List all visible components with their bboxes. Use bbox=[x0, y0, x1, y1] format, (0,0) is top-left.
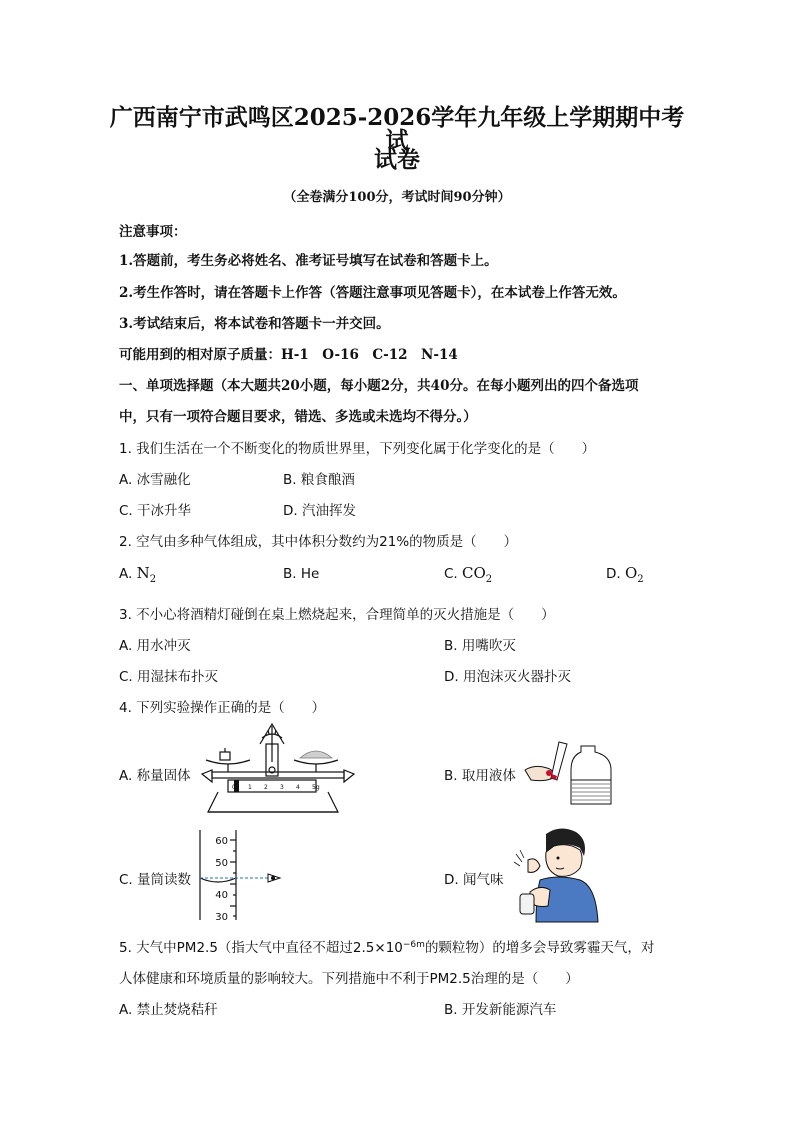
scale-mark-1: 1 bbox=[248, 784, 252, 791]
question-1-option-d[interactable]: D. 汽油挥发 bbox=[283, 503, 356, 519]
option-letter: D. bbox=[606, 566, 621, 582]
graduated-cylinder-figure bbox=[196, 830, 286, 922]
formula-n2: $N_2$ bbox=[136, 564, 157, 585]
question-5-stem-line1: 5. 大气中PM2.5（指大气中直径不超过$2.5\times 10^{-6m}$的颗粒物）的增多会导致雾霾天气，对 bbox=[119, 940, 655, 956]
question-5-option-a[interactable]: A. 禁止焚烧秸秆 bbox=[119, 1002, 218, 1018]
scale-mark-4: 4 bbox=[296, 784, 300, 791]
section-heading-line1: 一、单项选择题（本大题共20小题，每小题2分，共40分。在每小题列出的四个备选项 bbox=[119, 378, 639, 394]
exam-title-line2: 试卷 bbox=[374, 146, 420, 173]
scale-mark-3: 3 bbox=[280, 784, 284, 791]
question-1-stem: 1. 我们生活在一个不断变化的物质世界里，下列变化属于化学变化的是（ ） bbox=[119, 441, 596, 457]
question-4-option-c[interactable]: C. 量筒读数 bbox=[119, 872, 192, 888]
cylinder-mark-30: 30 bbox=[215, 912, 228, 923]
smelling-gas-figure bbox=[510, 826, 602, 922]
pouring-liquid-figure bbox=[525, 740, 615, 806]
question-3-option-b[interactable]: B. 用嘴吹灭 bbox=[444, 638, 516, 654]
eye-icon bbox=[268, 874, 280, 882]
powder-heap bbox=[300, 751, 332, 758]
scale-mark-2: 2 bbox=[264, 784, 268, 791]
balance-scale-figure bbox=[198, 722, 358, 820]
exam-subtitle: （全卷满分100分，考试时间90分钟） bbox=[283, 190, 511, 205]
liquid-drop bbox=[546, 770, 552, 776]
question-4-option-b[interactable]: B. 取用液体 bbox=[444, 768, 516, 784]
cylinder-mark-60: 60 bbox=[215, 836, 228, 847]
question-2-option-a[interactable] bbox=[119, 564, 156, 585]
option-letter: C. bbox=[444, 566, 458, 582]
question-5-option-b[interactable]: B. 开发新能源汽车 bbox=[444, 1002, 557, 1018]
notes-heading: 注意事项： bbox=[119, 224, 187, 240]
cylinder-mark-50: 50 bbox=[215, 858, 228, 869]
option-letter: A. bbox=[119, 566, 133, 582]
question-3-option-c[interactable]: C. 用湿抹布扑灭 bbox=[119, 669, 219, 685]
question-1-option-b[interactable]: B. 粮食酿酒 bbox=[283, 472, 355, 488]
question-1-option-c[interactable]: C. 干冰升华 bbox=[119, 503, 192, 519]
question-3-option-a[interactable]: A. 用水冲灭 bbox=[119, 638, 191, 654]
scale-mark-5: 5g bbox=[312, 784, 320, 791]
question-4-stem: 4. 下列实验操作正确的是（ ） bbox=[119, 700, 326, 716]
question-4-option-a[interactable]: A. 称量固体 bbox=[119, 768, 191, 784]
note-item-3: 3.考试结束后，将本试卷和答题卡一并交回。 bbox=[119, 316, 390, 332]
exam-title-line1: 广西南宁市武鸣区2025-2026学年九年级上学期期中考试 bbox=[109, 104, 685, 154]
question-5-stem-line2: 人体健康和环境质量的影响较大。下列措施中不利于PM2.5治理的是（ ） bbox=[119, 971, 579, 987]
question-2-option-b[interactable]: B. He bbox=[283, 566, 320, 582]
bottle bbox=[520, 894, 534, 914]
formula-o2: $O_2$ bbox=[624, 564, 644, 585]
face bbox=[546, 845, 582, 877]
question-2-option-d[interactable] bbox=[606, 564, 644, 585]
question-3-option-d[interactable]: D. 用泡沫灭火器扑灭 bbox=[444, 669, 571, 685]
question-2-stem: 2. 空气由多种气体组成，其中体积分数约为21%的物质是（ ） bbox=[119, 534, 518, 550]
atomic-mass-note: 可能用到的相对原子质量：H-1 O-16 C-12 N-14 bbox=[119, 347, 458, 363]
note-item-2: 2.考生作答时，请在答题卡上作答（答题注意事项见答题卡），在本试卷上作答无效。 bbox=[119, 285, 626, 301]
question-2-option-c[interactable] bbox=[444, 564, 492, 585]
question-4-option-d[interactable]: D. 闻气味 bbox=[444, 872, 504, 888]
question-3-stem: 3. 不小心将酒精灯碰倒在桌上燃烧起来，合理简单的灭火措施是（ ） bbox=[119, 607, 555, 623]
formula-co2: $CO_2$ bbox=[462, 564, 493, 585]
cylinder-mark-40: 40 bbox=[215, 890, 228, 901]
scale-mark-0: 0 bbox=[232, 784, 236, 791]
section-heading-line2: 中，只有一项符合题目要求，错选、多选或未选均不得分。） bbox=[119, 409, 477, 425]
note-item-1: 1.答题前，考生务必将姓名、准考证号填写在试卷和答题卡上。 bbox=[119, 253, 498, 269]
question-1-option-a[interactable]: A. 冰雪融化 bbox=[119, 472, 191, 488]
